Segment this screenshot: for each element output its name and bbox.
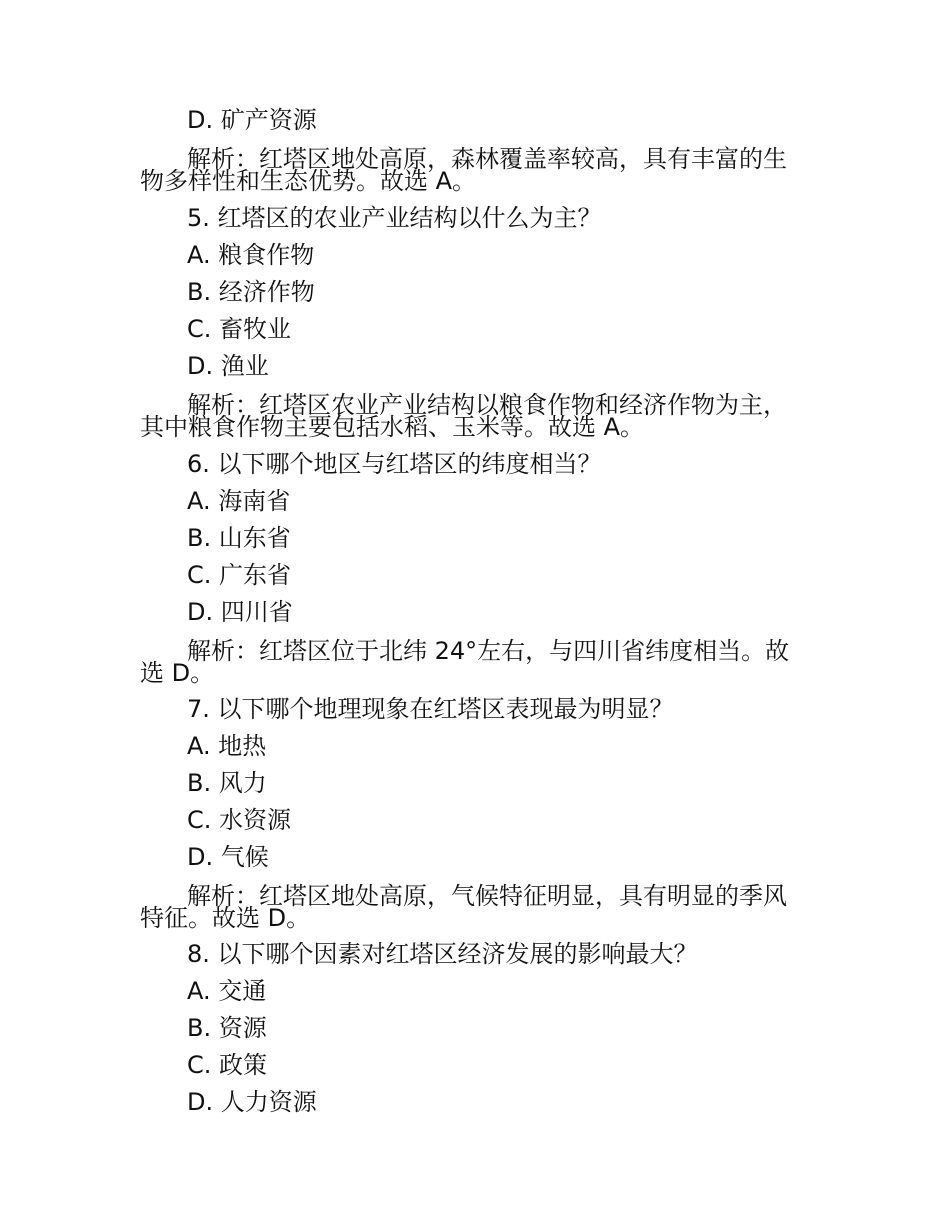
- option-5a: A. 粮食作物: [187, 241, 315, 269]
- option-5b: B. 经济作物: [187, 278, 315, 306]
- option-5c: C. 畜牧业: [187, 315, 292, 343]
- explanation-7: 解析：红塔区地处高原，气候特征明显，具有明显的季风特征。故选 D。: [140, 882, 787, 932]
- option-6a: A. 海南省: [187, 487, 291, 515]
- option-7a: A. 地热: [187, 732, 267, 760]
- option-8a: A. 交通: [187, 977, 267, 1005]
- option-8b: B. 资源: [187, 1014, 267, 1042]
- explanation-4: 解析：红塔区地处高原，森林覆盖率较高，具有丰富的生物多样性和生态优势。故选 A。: [140, 145, 787, 195]
- question-5: 5. 红塔区的农业产业结构以什么为主？: [187, 204, 602, 232]
- question-8: 8. 以下哪个因素对红塔区经济发展的影响最大？: [187, 940, 698, 968]
- option-6b: B. 山东省: [187, 524, 291, 552]
- option-5d: D. 渔业: [187, 352, 269, 380]
- option-8c: C. 政策: [187, 1051, 268, 1079]
- option-6c: C. 广东省: [187, 561, 292, 589]
- option-4d: D. 矿产资源: [187, 106, 317, 134]
- option-7d: D. 气候: [187, 843, 269, 871]
- option-7b: B. 风力: [187, 769, 267, 797]
- explanation-5: 解析：红塔区农业产业结构以粮食作物和经济作物为主，其中粮食作物主要包括水稻、玉米等。故选 A。: [140, 391, 787, 441]
- explanation-6: 解析：红塔区位于北纬 24°左右，与四川省纬度相当。故选 D。: [140, 637, 790, 687]
- option-7c: C. 水资源: [187, 806, 292, 834]
- question-7: 7. 以下哪个地理现象在红塔区表现最为明显？: [187, 695, 674, 723]
- question-6: 6. 以下哪个地区与红塔区的纬度相当？: [187, 450, 602, 478]
- option-8d: D. 人力资源: [187, 1088, 317, 1116]
- option-6d: D. 四川省: [187, 598, 293, 626]
